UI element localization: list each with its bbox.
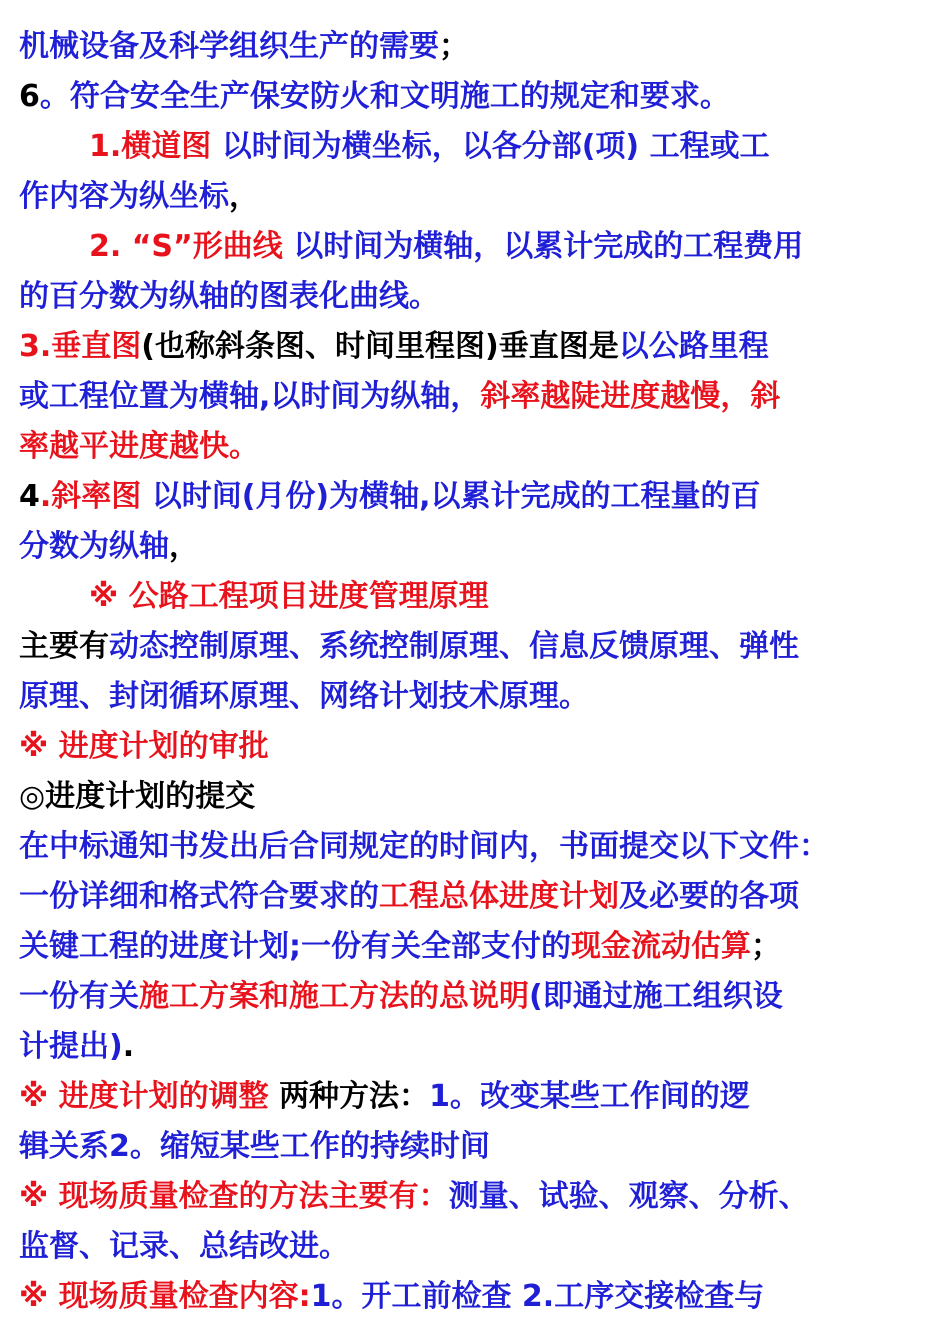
text-segment: . [122,1029,135,1064]
text-line [19,522,939,572]
text-segment: 1.横道图 [89,129,222,164]
text-segment: 率越平进度越快。 [19,429,259,464]
text-segment: 分数为纵轴 [19,529,169,564]
text-segment: 辑关系2。缩短某些工作的持续时间 [19,1129,490,1164]
text-segment: .斜率图 [39,479,152,514]
text-line [19,772,939,822]
text-segment: ◎进度计划的提交 [19,779,256,814]
text-segment: 6 [19,79,40,114]
text-segment: 1。改变某些工作间的逻 [429,1079,750,1114]
text-segment: 以时间为横轴，以累计完成的工程费用 [293,229,804,264]
text-line [19,172,939,222]
text-segment: 原理、封闭循环原理、网络计划技术原理。 [19,679,589,714]
text-segment: ， [169,529,199,564]
text-line [19,572,939,622]
text-line [19,372,939,422]
text-line [19,472,939,522]
text-line [19,422,939,472]
text-segment: 4 [19,479,40,514]
text-line [19,622,939,672]
text-line [19,1272,939,1322]
text-segment: 的百分数为纵轴的图表化曲线。 [19,279,439,314]
text-segment: 施工方案和施工方法的总说明 [139,979,529,1014]
text-segment: 关键工程的进度计划;一份有关全部支付的 [19,929,571,964]
text-segment: 3.垂直图 [19,329,142,364]
text-line [19,1072,939,1122]
text-segment: 或工程位置为横轴,以时间为纵轴， [19,379,481,414]
text-segment: 以时间(月份)为横轴,以累计完成的工程量的百 [151,479,761,514]
text-segment: 机械设备及科学组织生产的需要 [19,29,439,64]
text-segment: 2. “S”形曲线 [89,229,294,264]
text-line [19,222,939,272]
text-segment: ； [751,929,781,964]
text-segment: 一份详细和格式符合要求的 [19,879,379,914]
text-segment: 1。开工前检查 2.工序交接检查与 [310,1279,765,1314]
text-segment: 斜率越陡进度越慢，斜 [480,379,781,414]
text-segment: 作内容为纵坐标 [19,179,229,214]
text-line [19,1172,939,1222]
text-segment: 动态控制原理、系统控制原理、信息反馈原理、弹性 [109,629,799,664]
text-line [19,872,939,922]
text-segment: ※ 现场质量检查的方法主要有： [19,1179,449,1214]
text-line [19,322,939,372]
text-line [19,822,939,872]
text-segment: 工程总体进度计划 [379,879,619,914]
text-line [19,972,939,1022]
text-segment: 。符合安全生产保安防火和文明施工的规定和要求。 [39,79,730,114]
text-segment: ※ 现场质量检查内容: [19,1279,311,1314]
text-segment: ※ 进度计划的审批 [19,729,269,764]
text-segment: ※ 进度计划的调整 [19,1079,280,1114]
text-segment: 以公路里程 [618,329,769,364]
text-segment: 及必要的各项 [619,879,799,914]
text-line [19,1122,939,1172]
text-segment: 计提出) [19,1029,123,1064]
text-line [19,672,939,722]
text-line [19,1022,939,1072]
text-segment: ； [439,29,469,64]
text-segment: (即通过施工组织设 [529,979,783,1014]
text-line [19,122,939,172]
text-line [19,722,939,772]
text-line [19,1222,939,1272]
text-segment: ， [229,179,259,214]
document-page [19,22,939,1322]
text-segment: 一份有关 [19,979,139,1014]
text-segment: 主要有 [19,629,109,664]
text-segment: 测量、试验、观察、分析、 [448,1179,809,1214]
text-segment: 在中标通知书发出后合同规定的时间内，书面提交以下文件： [19,829,829,864]
text-line [19,72,939,122]
text-segment: 两种方法： [279,1079,430,1114]
text-line [19,22,939,72]
text-line [19,272,939,322]
text-segment: (也称斜条图、时间里程图)垂直图是 [141,329,619,364]
text-segment: 监督、记录、总结改进。 [19,1229,349,1264]
text-segment: 现金流动估算 [571,929,751,964]
text-segment: 以时间为横坐标，以各分部(项) 工程或工 [221,129,770,164]
text-line [19,922,939,972]
text-segment: ※ 公路工程项目进度管理原理 [89,579,489,614]
